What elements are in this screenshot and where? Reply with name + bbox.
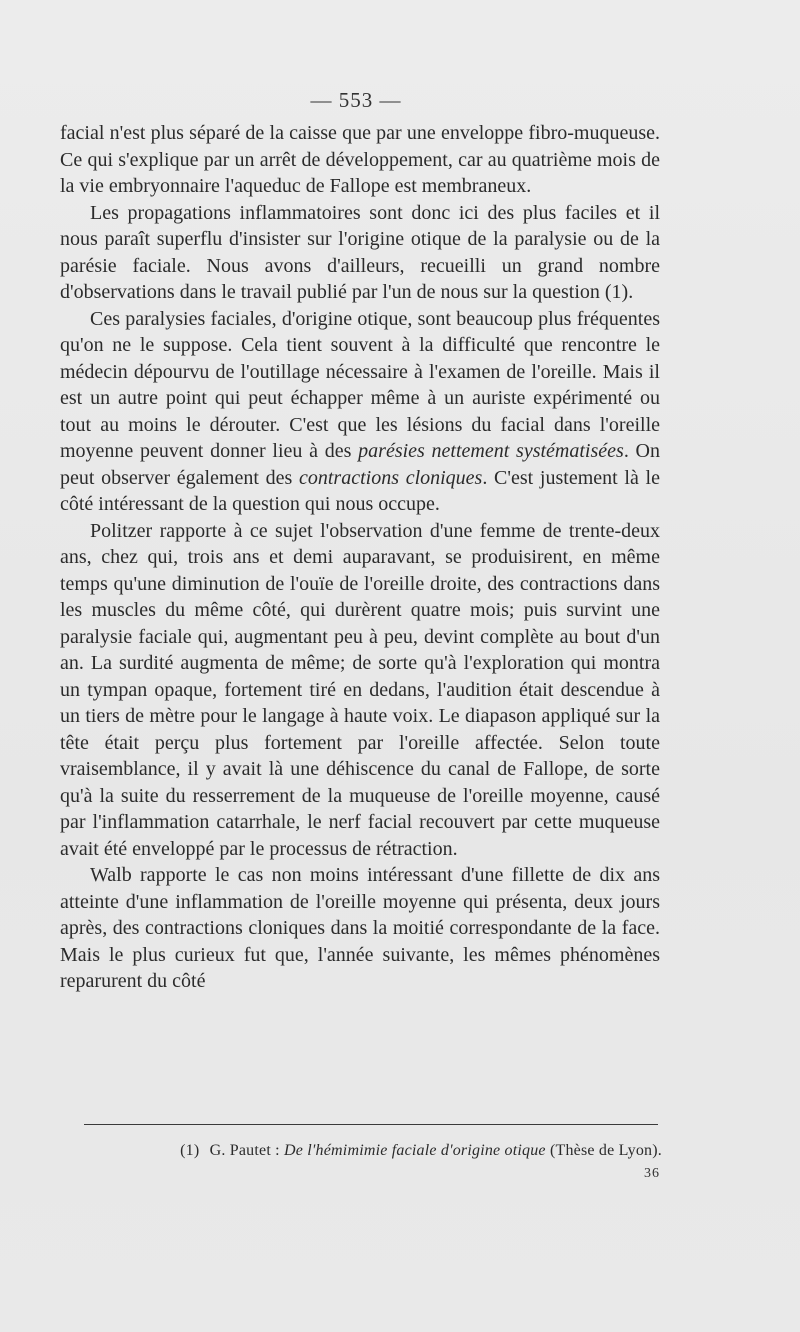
text-segment: Ces paralysies faciales, d'origine otique, sont beaucoup plus fréquentes qu'on ne le suppose. Cela tient souvent à la difficulté que rencontre le médecin dépourvu de l'outillage nécessaire à l'examen de l'oreille. Mais il est un autre point qui peut échapper même à un auriste expérimenté ou tout au moins le dérouter. C'est que les lésions du facial dans l'oreille moyenne peuvent donner lieu à des <box>60 307 660 462</box>
paragraph <box>60 306 660 518</box>
page-number: — 553 — <box>310 88 402 112</box>
text-segment: Politzer rapporte à ce sujet l'observation d'une femme de trente-deux ans, chez qui, trois ans et demi auparavant, se produisirent, en même temps qu'une diminution de l'ouïe de l'oreille droite, des contractions dans les muscles du même côté, qui durèrent quatre mois; puis survint une paralysie faciale qui, augmentant peu à peu, devint complète au bout d'un an. La surdité augmenta de même; de sorte qu'à l'exploration qui montra un tympan opaque, fortement tiré en dedans, l'audition était descendue à un tiers de mètre pour le langage à haute voix. Le diapason appliqué sur la tête était perçu plus fortement par l'oreille affectée. Selon toute vraisemblance, il y avait là une déhiscence du canal de Fallope, de sorte qu'à la suite du resserrement de la muqueuse de l'oreille moyenne, causé par l'inflammation catarrhale, le nerf facial recouvert par cette muqueuse avait été enveloppé par le processus de rétraction. <box>60 519 660 860</box>
footnote-divider <box>84 1124 658 1125</box>
text-segment: . On peut observer également des <box>60 440 660 489</box>
footnote-suffix: (Thèse de Lyon). <box>549 1142 662 1159</box>
text-segment: Walb rapporte le cas non moins intéressant d'une fillette de dix ans atteinte d'une inflammation de l'oreille moyenne qui présenta, deux jours après, des contractions cloniques dans la moitié correspondante de la face. Mais le plus curieux fut que, l'année suivante, les mêmes phénomènes reparurent du côté <box>60 864 660 992</box>
text-segment: Les propagations inflammatoires sont donc ici des plus faciles et il nous paraît superflu d'insister sur l'origine otique de la paralysie ou de la parésie faciale. Nous avons d'ailleurs, recueilli un grand nombre d'observations dans le travail publié par l'un de nous sur la question (1). <box>60 201 660 303</box>
footnote-mark: (1) <box>180 1142 200 1159</box>
footnote-author: G. Pautet : <box>209 1142 280 1159</box>
footnote <box>60 1140 662 1162</box>
paragraph <box>60 200 660 306</box>
italic-text-segment: parésies nettement systématisées <box>358 440 624 462</box>
paragraph <box>60 120 660 200</box>
text-segment: . C'est justement là le côté intéressant de la question qui nous occupe. <box>60 466 660 515</box>
text-segment: facial n'est plus séparé de la caisse que par une enveloppe fibro-muqueuse. Ce qui s'explique par un arrêt de développement, car au quatrième mois de la vie embryonnaire l'aqueduc de Fallope est membraneux. <box>60 122 660 197</box>
paragraph <box>60 518 660 863</box>
italic-text-segment: contractions cloniques <box>298 466 483 489</box>
paragraph <box>60 862 660 995</box>
footnote-title: De l'hémimimie faciale d'origine otique <box>284 1142 546 1159</box>
signature-mark: 36 <box>644 1166 660 1181</box>
body-text <box>60 120 660 995</box>
